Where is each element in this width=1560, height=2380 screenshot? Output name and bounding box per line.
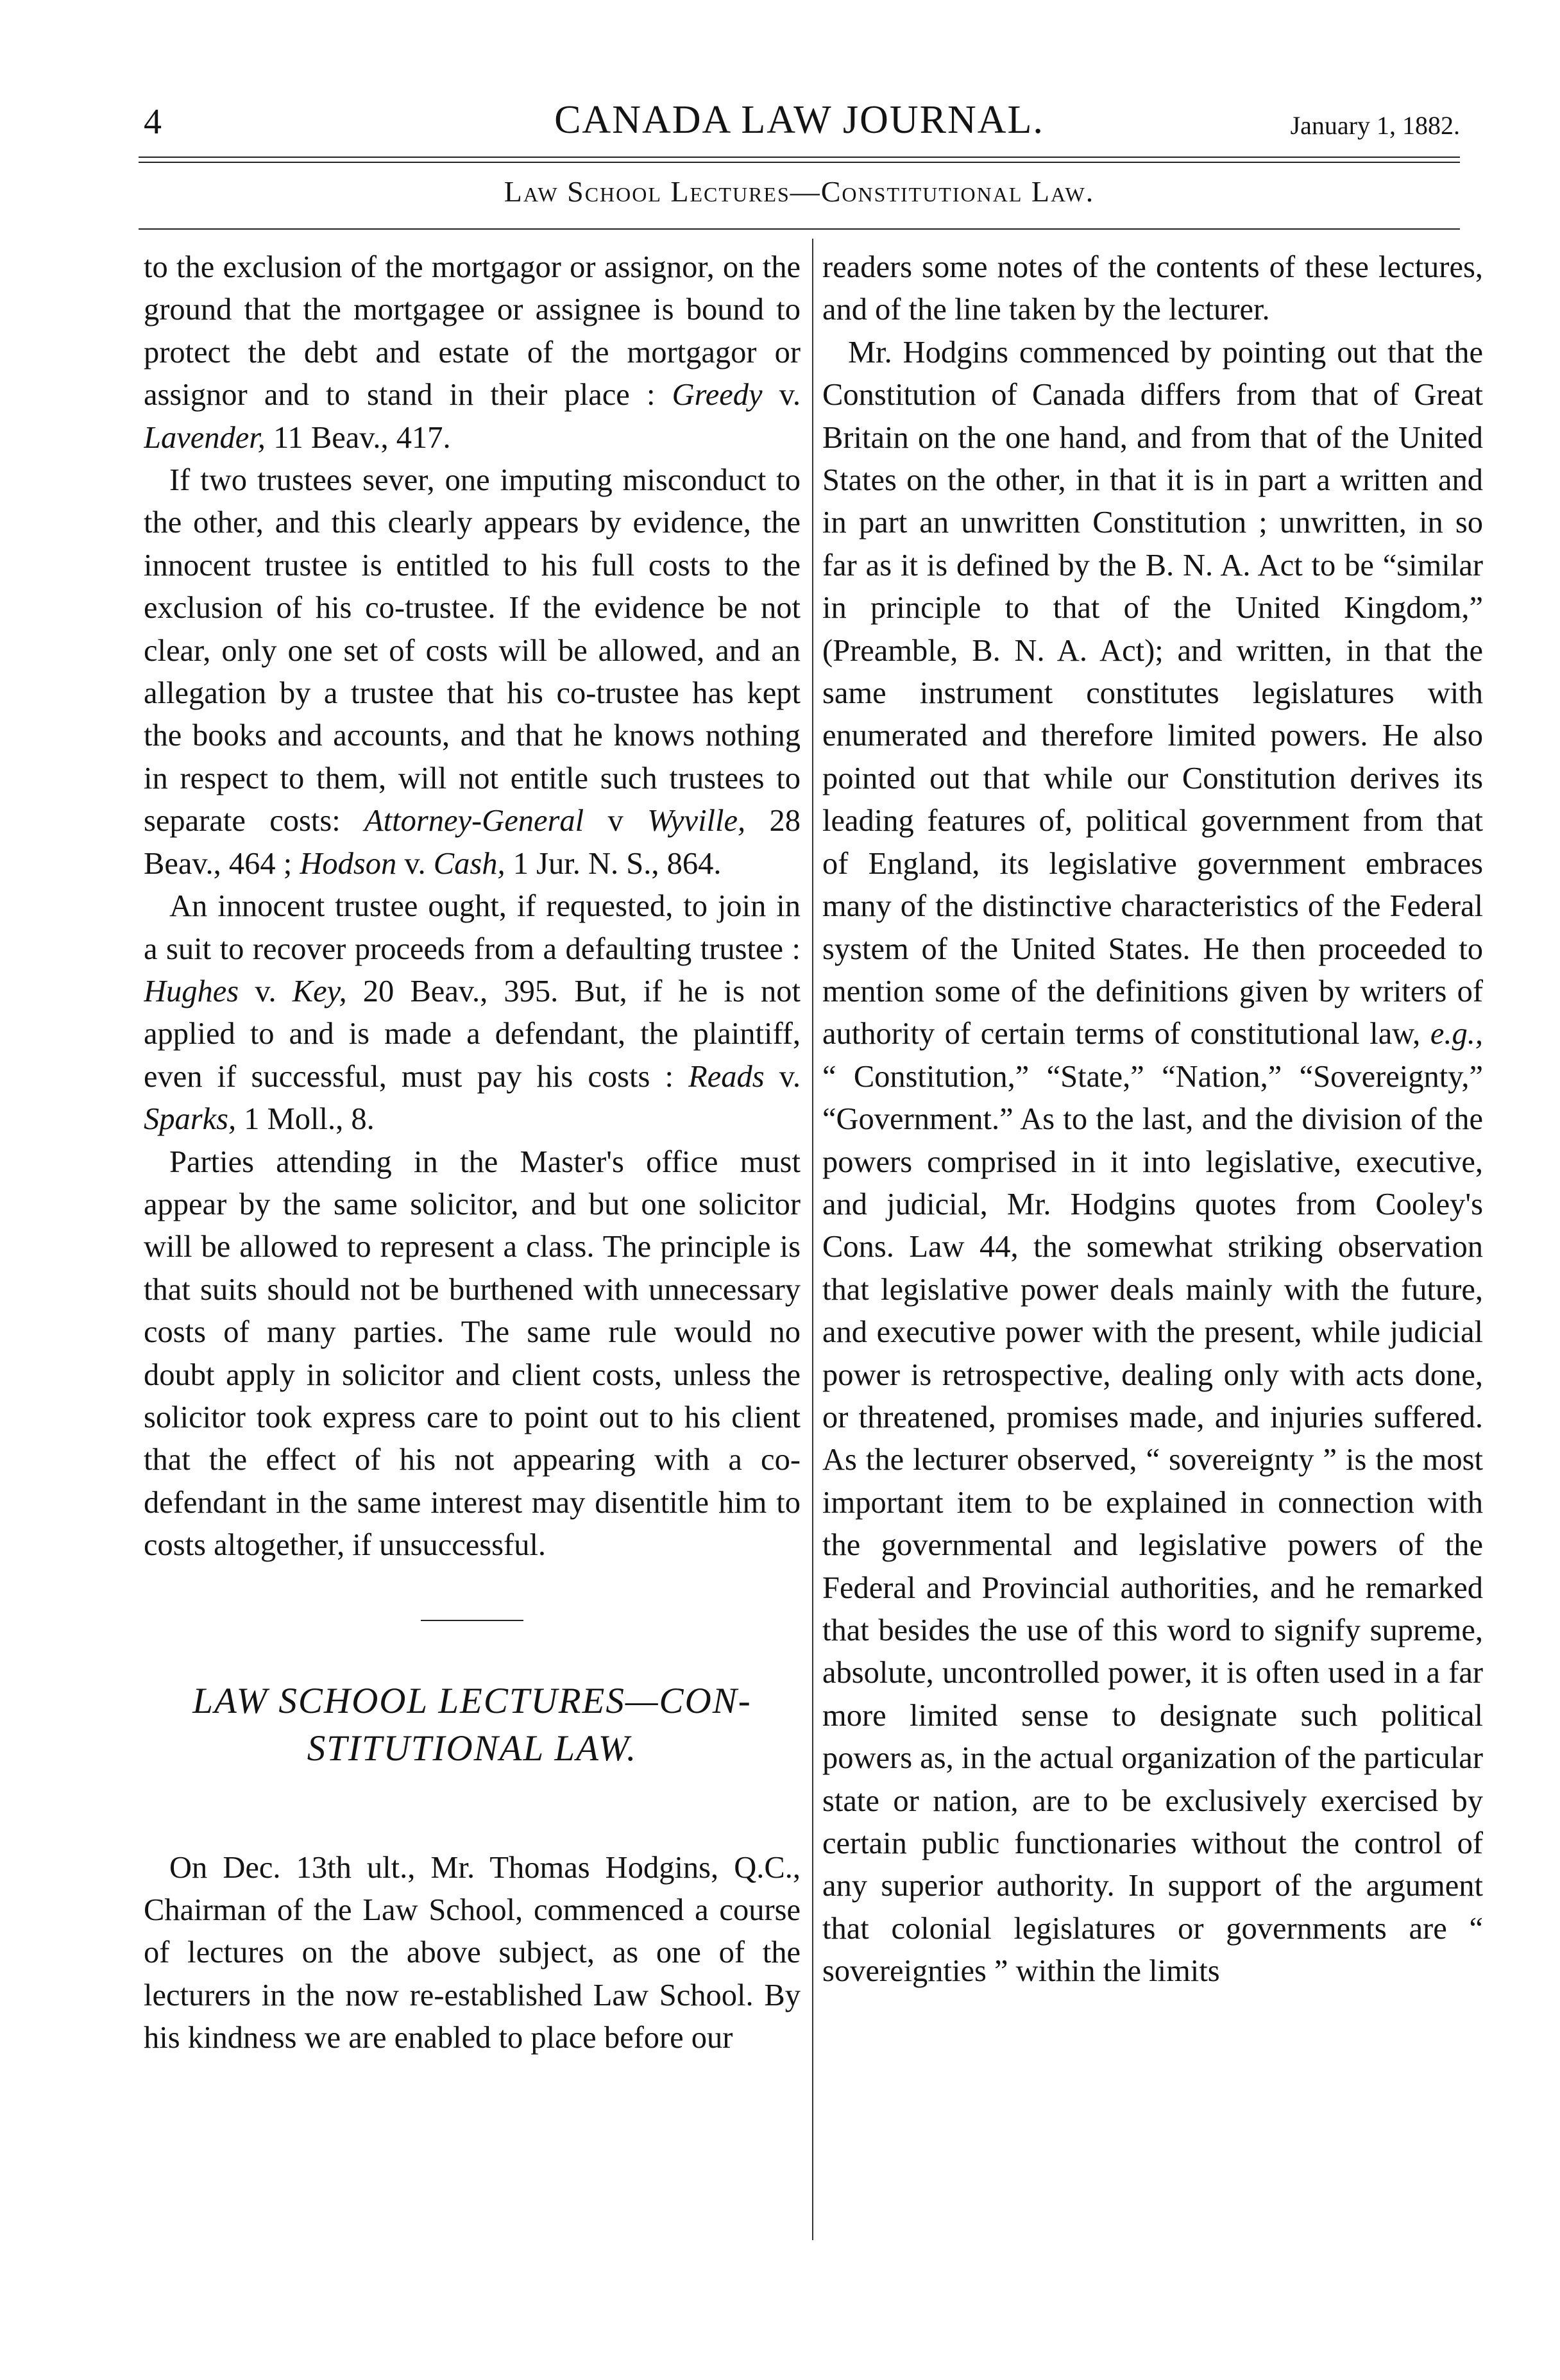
section-separator-rule	[421, 1620, 523, 1621]
case-name: Attorney-General	[364, 804, 584, 838]
left-paragraph-2: If two trustees sever, one imputing misconduct to the other, and this clearly appears by evidence, the innocent trustee is entitled to his full costs to the exclusion of his co-trustee. If the evidence be not clear, only one set of costs will be allowed, and an allegation by a trustee that his co-trustee has kept the books and accounts, and that he knows nothing in respect to them, will not entitle such trustees to separate costs: Attorney-General v Wyville, 28 Beav., 464 ; Hodson v. Cash, 1 Jur. N. S., 864.	[144, 463, 801, 881]
column-divider	[812, 239, 813, 2240]
section-title-line-1: LAW SCHOOL LECTURES—CON-	[192, 1680, 752, 1721]
case-name: Hughes	[144, 974, 239, 1008]
issue-date: January 1, 1882.	[1290, 111, 1460, 140]
case-name: Wyville,	[647, 804, 746, 838]
left-paragraph-5: On Dec. 13th ult., Mr. Thomas Hodgins, Q.C., Chairman of the Law School, commenced a course of lectures on the above subject, as one of the lecturers in the now re-established Law School. By his kindness we are enabled to place before our	[144, 1850, 801, 2055]
right-paragraph-1: readers some notes of the contents of these lectures, and of the line taken by the lecturer.	[822, 250, 1483, 327]
left-paragraph-3: An innocent trustee ought, if requested, to join in a suit to recover proceeds from a defaulting trustee : Hughes v. Key, 20 Beav., 395. But, if he is not applied to and is made a defendant, the plaintiff, even if successful, must pay his costs : Reads v. Sparks, 1 Moll., 8.	[144, 889, 801, 1137]
case-name: Key,	[292, 974, 347, 1008]
case-name: Cash,	[433, 846, 505, 881]
header-rule-upper	[139, 157, 1460, 158]
abbreviation-eg: e.g.,	[1430, 1017, 1483, 1051]
left-paragraph-4: Parties attending in the Master's office must appear by the same solicitor, and but one solicitor will be allowed to represent a class. The principle is that suits should not be burthened with unnecessary costs of many parties. The same rule would no doubt apply in solicitor and client costs, unless the solicitor took express care to point out to his client that the effect of his not appearing with a co-defendant in the same interest may disentitle him to costs altogether, if unsuccessful.	[144, 1144, 801, 1563]
case-name: Lavender,	[144, 420, 266, 455]
right-column	[822, 246, 1483, 2248]
right-paragraph-2: Mr. Hodgins commenced by pointing out that the Constitution of Canada differs from that of Great Britain on the one hand, and from that of the United States on the other, in that it is in part a written and in part an unwritten Constitution ; unwritten, in so far as it is defined by the B. N. A. Act to be “similar in principle to that of the United Kingdom,” (Preamble, B. N. A. Act); and written, in that the same instrument constitutes legislatures with enumerated and therefore limited powers. He also pointed out that while our Constitution derives its leading features of, political government from that of England, its legislative government embraces many of the distinctive characteristics of the Federal system of the United States. He then proceeded to mention some of the definitions given by writers of authority of certain terms of constitutional law, e.g., “ Constitution,” “State,” “Nation,” “Sovereignty,” “Government.” As to the last, and the division of the powers comprised in it into legislative, executive, and judicial, Mr. Hodgins quotes from Cooley's Cons. Law 44, the somewhat striking observation that legislative power deals mainly with the future, and executive power with the present, while judicial power is retrospective, dealing only with acts done, or threatened, promises made, and injuries suffered. As the lecturer observed, “ sovereignty ” is the most important item to be explained in connection with the governmental and legislative powers of the Federal and Provincial authorities, and he remarked that besides the use of this word to signify supreme, absolute, uncontrolled power, it is often used in a far more limited sense to designate such political powers as, in the actual organization of the particular state or nation, are to be exclusively exercised by certain public functionaries without the control of any superior authority. In support of the argument that colonial legislatures or governments are “ sovereignties ” within the limits	[822, 335, 1483, 1989]
section-title-line-2: STITUTIONAL LAW.	[307, 1728, 638, 1769]
case-name: Sparks,	[144, 1102, 237, 1137]
left-paragraph-1: to the exclusion of the mortgagor or assignor, on the ground that the mortgagee or assignee is bound to protect the debt and estate of the mortgagor or assignor and to stand in their place : Greedy v. Lavender, 11 Beav., 417.	[144, 250, 801, 455]
running-head: Law School Lectures—Constitutional Law.	[504, 175, 1095, 208]
case-name: Reads	[688, 1059, 765, 1094]
header-rule-lower	[139, 162, 1460, 163]
case-name: Hodson	[300, 846, 397, 881]
case-name: Greedy	[672, 378, 763, 412]
page-number: 4	[144, 102, 162, 142]
running-head-rule	[139, 228, 1460, 230]
page-header	[139, 91, 1460, 150]
section-title	[144, 1678, 801, 1772]
left-column	[144, 246, 801, 2248]
journal-title: CANADA LAW JOURNAL.	[554, 98, 1044, 142]
